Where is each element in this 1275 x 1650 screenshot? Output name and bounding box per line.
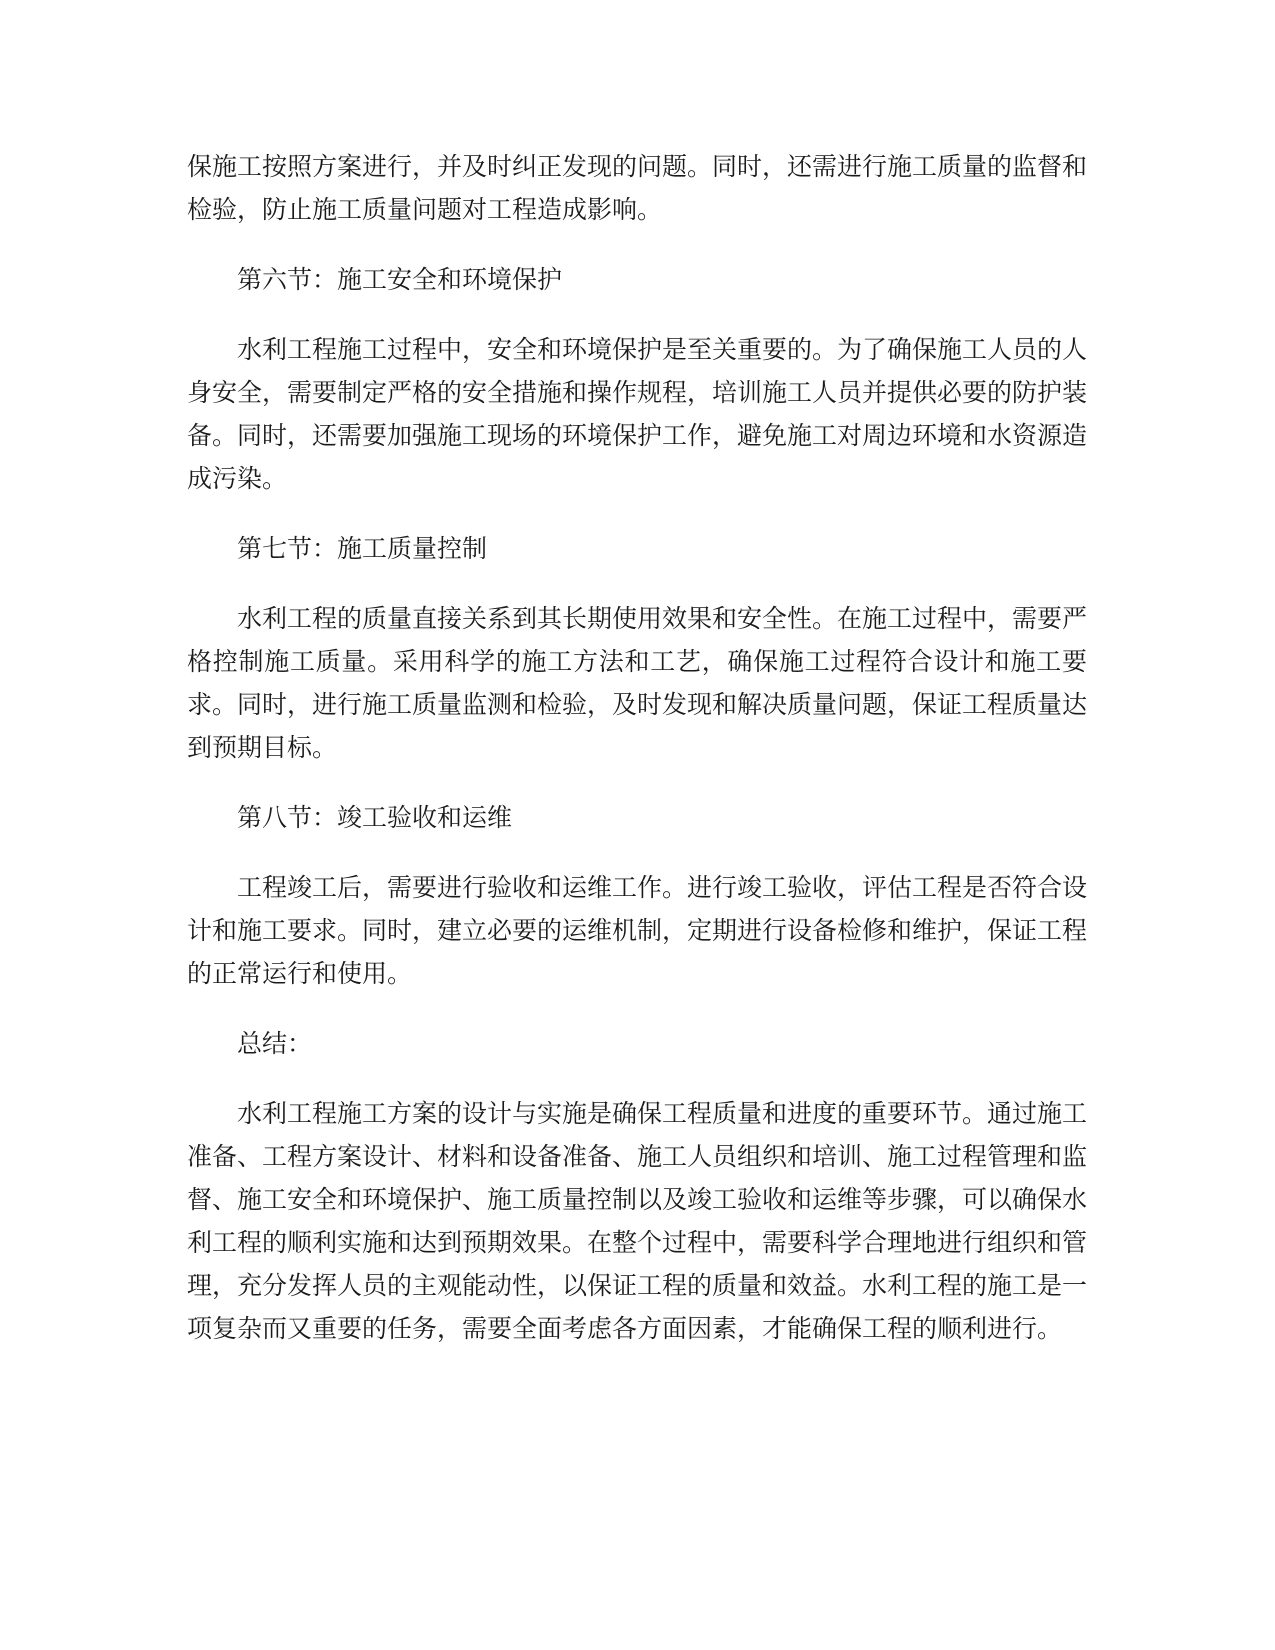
paragraph-quality: 水利工程的质量直接关系到其长期使用效果和安全性。在施工过程中，需要严格控制施工质量。采用科学的施工方法和工艺，确保施工过程符合设计和施工要求。同时，进行施工质量监测和检验，及时发现和解决质量问题，保证工程质量达到预期目标。 — [187, 604, 1088, 762]
paragraph-continuation: 保施工按照方案进行，并及时纠正发现的问题。同时，还需进行施工质量的监督和检验，防止施工质量问题对工程造成影响。 — [187, 152, 1088, 224]
paragraph-safety: 水利工程施工过程中，安全和环境保护是至关重要的。为了确保施工人员的人身安全，需要制定严格的安全措施和操作规程，培训施工人员并提供必要的防护装备。同时，还需要加强施工现场的环境保护工作，避免施工对周边环境和水资源造成污染。 — [187, 335, 1088, 493]
paragraph-gap — [187, 769, 1087, 796]
paragraph-acceptance: 工程竣工后，需要进行验收和运维工作。进行竣工验收，评估工程是否符合设计和施工要求。同时，建立必要的运维机制，定期进行设备检修和维护，保证工程的正常运行和使用。 — [187, 873, 1088, 988]
paragraph-gap — [187, 570, 1087, 597]
summary-heading: 总结： — [237, 1029, 313, 1058]
paragraph-gap — [187, 301, 1087, 328]
section-heading-7: 第七节：施工质量控制 — [237, 534, 488, 563]
section-heading-6: 第六节：施工安全和环境保护 — [237, 265, 563, 294]
paragraph-gap — [187, 839, 1087, 866]
document-body — [187, 145, 1087, 1350]
paragraph-gap — [187, 995, 1087, 1022]
paragraph-gap — [187, 231, 1087, 258]
section-heading-8: 第八节：竣工验收和运维 — [237, 803, 513, 832]
paragraph-gap — [187, 500, 1087, 527]
paragraph-gap — [187, 1065, 1087, 1092]
paragraph-summary: 水利工程施工方案的设计与实施是确保工程质量和进度的重要环节。通过施工准备、工程方案设计、材料和设备准备、施工人员组织和培训、施工过程管理和监督、施工安全和环境保护、施工质量控制以及竣工验收和运维等步骤，可以确保水利工程的顺利实施和达到预期效果。在整个过程中，需要科学合理地进行组织和管理，充分发挥人员的主观能动性，以保证工程的质量和效益。水利工程的施工是一项复杂而又重要的任务，需要全面考虑各方面因素，才能确保工程的顺利进行。 — [187, 1099, 1088, 1343]
